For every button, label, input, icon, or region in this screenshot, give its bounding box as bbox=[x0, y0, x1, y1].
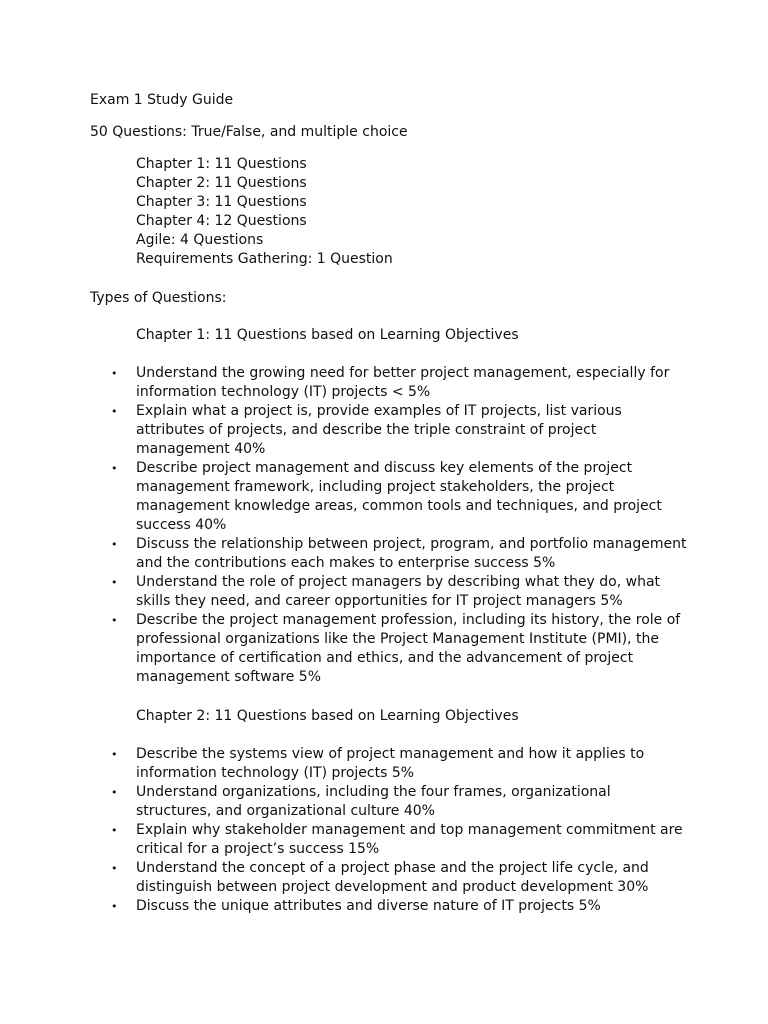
bullet-icon: • bbox=[111, 367, 118, 380]
breakdown-line: Agile: 4 Questions bbox=[136, 232, 264, 248]
objective-text: Discuss the relationship between project, program, and portfolio management and the contributions each makes to enterprise success 5% bbox=[136, 536, 687, 571]
objective-text: Describe the project management profession, including its history, the role of professional organizations like the Project Management Institute (PMI), the importance of certification and ethics, and the advancement of project management software 5% bbox=[136, 612, 681, 685]
breakdown-line: Chapter 2: 11 Questions bbox=[136, 175, 307, 191]
chapter2-objectives bbox=[108, 745, 688, 916]
bullet-icon: • bbox=[111, 786, 118, 799]
list-item bbox=[108, 402, 688, 459]
chapter1-heading: Chapter 1: 11 Questions based on Learning Objectives bbox=[136, 327, 519, 343]
bullet-icon: • bbox=[111, 748, 118, 761]
document-title: Exam 1 Study Guide bbox=[90, 92, 234, 108]
bullet-icon: • bbox=[111, 900, 118, 913]
list-item bbox=[108, 535, 688, 573]
list-item bbox=[108, 611, 688, 687]
objective-text: Describe project management and discuss key elements of the project management framework, including project stakeholders, the project management knowledge areas, common tools and techniques, and project success 40% bbox=[136, 460, 662, 533]
objective-text: Understand organizations, including the four frames, organizational structures, and organizational culture 40% bbox=[136, 784, 611, 819]
breakdown-line: Chapter 1: 11 Questions bbox=[136, 156, 307, 172]
list-item bbox=[108, 573, 688, 611]
objective-text: Describe the systems view of project management and how it applies to information technology (IT) projects 5% bbox=[136, 746, 645, 781]
objective-text: Understand the role of project managers by describing what they do, what skills they need, and career opportunities for IT project managers 5% bbox=[136, 574, 661, 609]
breakdown-line: Chapter 3: 11 Questions bbox=[136, 194, 307, 210]
bullet-icon: • bbox=[111, 614, 118, 627]
bullet-icon: • bbox=[111, 862, 118, 875]
exam-summary: 50 Questions: True/False, and multiple choice bbox=[90, 124, 408, 140]
list-item bbox=[108, 364, 688, 402]
list-item bbox=[108, 859, 688, 897]
list-item bbox=[108, 783, 688, 821]
objective-text: Explain what a project is, provide examples of IT projects, list various attributes of projects, and describe the triple constraint of project management 40% bbox=[136, 403, 622, 457]
objective-text: Discuss the unique attributes and diverse nature of IT projects 5% bbox=[136, 898, 601, 914]
objective-text: Understand the growing need for better project management, especially for information technology (IT) projects < 5% bbox=[136, 365, 670, 400]
bullet-icon: • bbox=[111, 538, 118, 551]
types-heading: Types of Questions: bbox=[90, 290, 227, 306]
question-breakdown bbox=[136, 155, 393, 269]
list-item bbox=[108, 897, 688, 916]
chapter1-objectives bbox=[108, 364, 688, 687]
objective-text: Explain why stakeholder management and top management commitment are critical for a project’s success 15% bbox=[136, 822, 683, 857]
breakdown-line: Chapter 4: 12 Questions bbox=[136, 213, 307, 229]
bullet-icon: • bbox=[111, 462, 118, 475]
bullet-icon: • bbox=[111, 405, 118, 418]
list-item bbox=[108, 821, 688, 859]
list-item bbox=[108, 459, 688, 535]
objective-text: Understand the concept of a project phase and the project life cycle, and distinguish between project development and product development 30% bbox=[136, 860, 649, 895]
chapter2-heading: Chapter 2: 11 Questions based on Learning Objectives bbox=[136, 708, 519, 724]
list-item bbox=[108, 745, 688, 783]
bullet-icon: • bbox=[111, 576, 118, 589]
breakdown-line: Requirements Gathering: 1 Question bbox=[136, 251, 393, 267]
bullet-icon: • bbox=[111, 824, 118, 837]
